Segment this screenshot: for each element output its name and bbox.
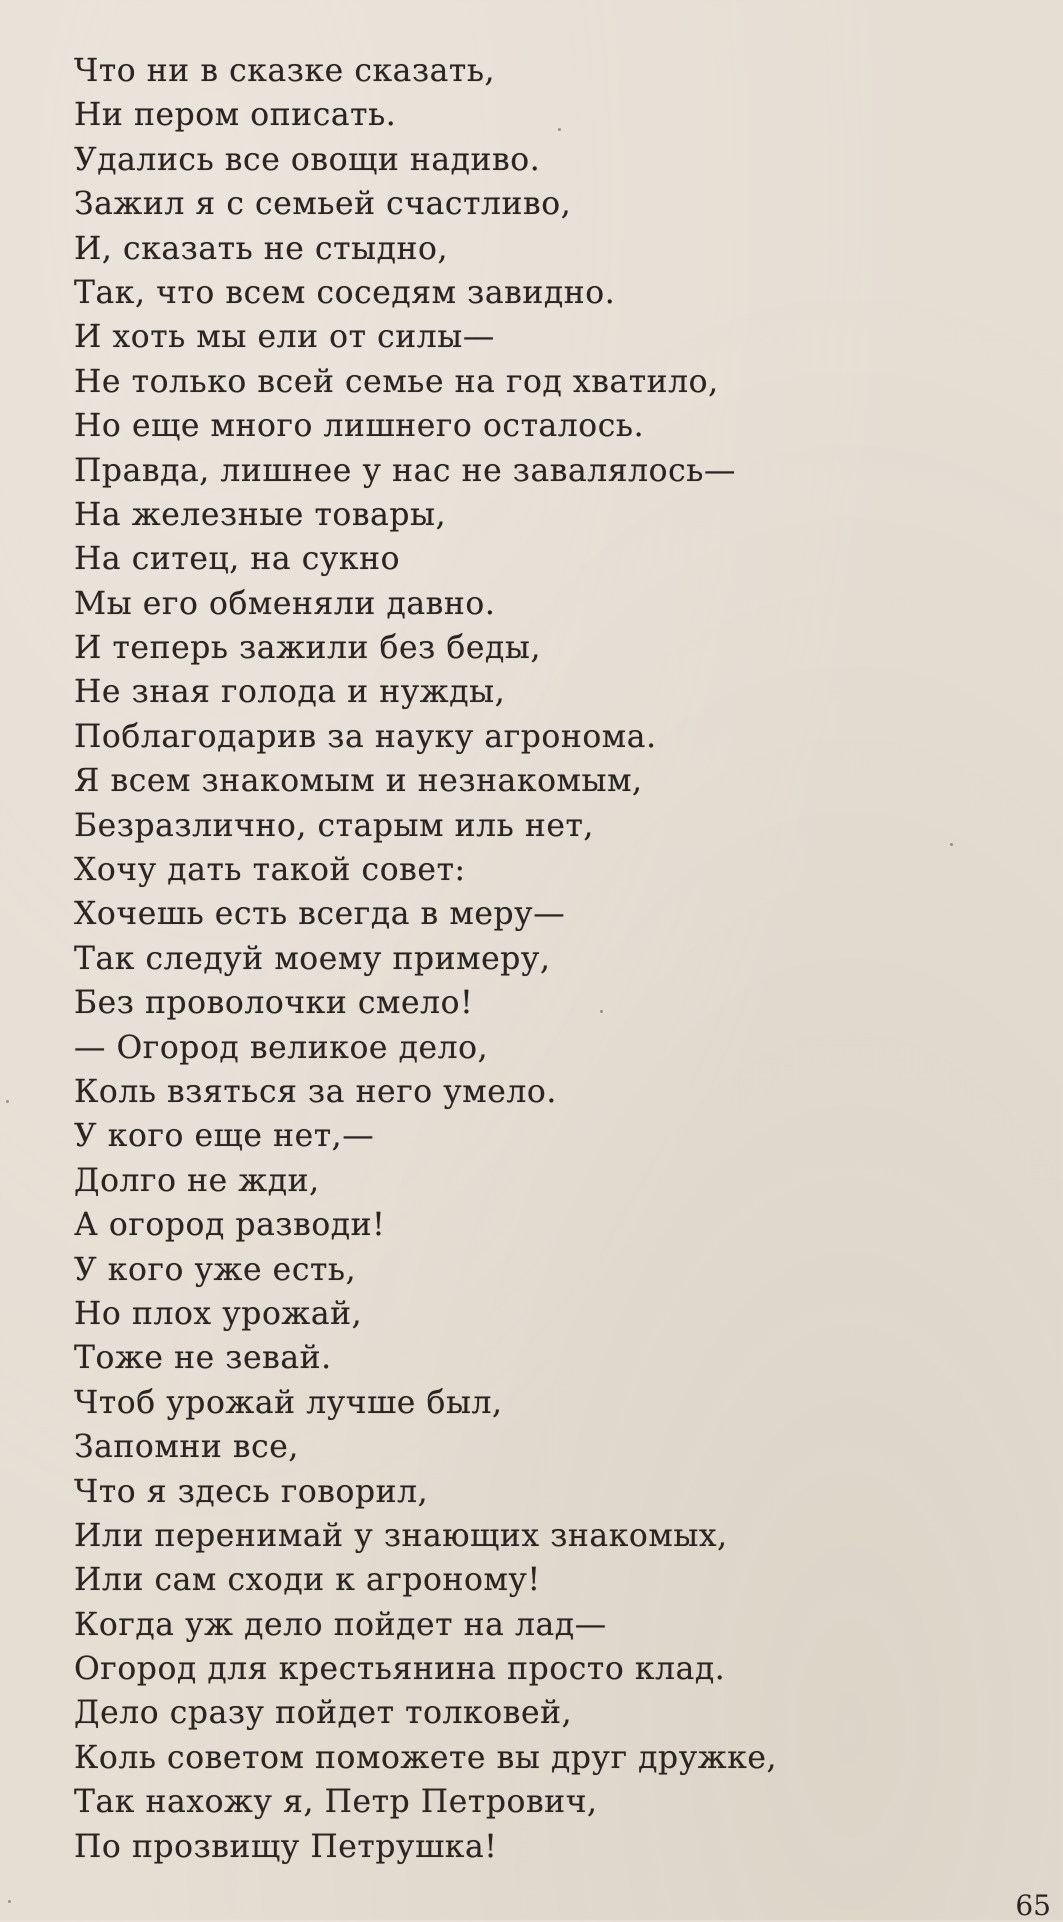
poem-line: Ни пером описать. <box>74 95 397 134</box>
poem-line: Тоже не зевай. <box>74 1338 332 1377</box>
poem-line: Так, что всем соседям завидно. <box>74 272 616 311</box>
poem-line: Хочу дать такой совет: <box>74 850 466 889</box>
paper-speck <box>600 1010 603 1013</box>
poem-line: Не зная голода и нужды, <box>74 672 506 711</box>
poem-line: Я всем знакомым и незнакомым, <box>74 761 643 800</box>
poem-line: А огород разводи! <box>74 1205 386 1244</box>
page-number: 65 <box>1015 1889 1051 1922</box>
poem-line: — Огород великое дело, <box>74 1027 489 1066</box>
poem-line: Правда, лишнее у нас не завалялось— <box>74 450 736 489</box>
poem-line: Запомни все, <box>74 1427 299 1466</box>
poem-line: Коль советом поможете вы друг дружке, <box>74 1737 778 1776</box>
poem-line: У кого еще нет,— <box>74 1116 375 1155</box>
poem-line: Долго не жди, <box>74 1160 320 1199</box>
poem-line: По прозвищу Петрушка! <box>74 1826 498 1865</box>
poem-line: Мы его обменяли давно. <box>74 583 496 622</box>
poem-line: И теперь зажили без беды, <box>74 628 542 667</box>
poem-line: Или перенимай у знающих знакомых, <box>74 1515 728 1554</box>
poem <box>74 48 974 1868</box>
poem-line: Что я здесь говорил, <box>74 1471 429 1510</box>
paper-speck <box>6 1100 9 1103</box>
poem-line: Хочешь есть всегда в меру— <box>74 894 566 933</box>
poem-line: На железные товары, <box>74 494 447 533</box>
paper-speck <box>8 1900 11 1903</box>
poem-line: Так нахожу я, Петр Петрович, <box>74 1782 598 1821</box>
poem-line: Коль взяться за него умело. <box>74 1071 557 1110</box>
poem-line: Что ни в сказке сказать, <box>74 51 496 89</box>
poem-line: Огород для крестьянина просто клад. <box>74 1649 726 1688</box>
poem-line: И, сказать не стыдно, <box>74 228 449 267</box>
paper-speck <box>558 128 561 131</box>
poem-line: Так следуй моему примеру, <box>74 938 551 977</box>
paper-speck <box>950 843 953 846</box>
poem-line: Поблагодарив за науку агронома. <box>74 716 657 755</box>
poem-line: Или сам сходи к агроному! <box>74 1560 541 1599</box>
poem-line: Чтоб урожай лучше был, <box>74 1382 503 1421</box>
poem-line: Безразлично, старым иль нет, <box>74 805 594 844</box>
poem-line: На ситец, на сукно <box>74 539 401 578</box>
poem-line: Удались все овощи надиво. <box>74 139 541 178</box>
poem-line: Без проволочки смело! <box>74 983 474 1022</box>
poem-line: Но еще много лишнего осталось. <box>74 406 645 445</box>
poem-line: Когда уж дело пойдет на лад— <box>74 1604 607 1643</box>
poem-line: У кого уже есть, <box>74 1249 357 1288</box>
poem-line: Зажил я с семьей счастливо, <box>74 184 572 223</box>
poem-line: Не только всей семье на год хватило, <box>74 361 719 400</box>
poem-line: Дело сразу пойдет толковей, <box>74 1693 573 1732</box>
poem-line: И хоть мы ели от силы— <box>74 317 495 356</box>
poem-line: Но плох урожай, <box>74 1293 363 1332</box>
